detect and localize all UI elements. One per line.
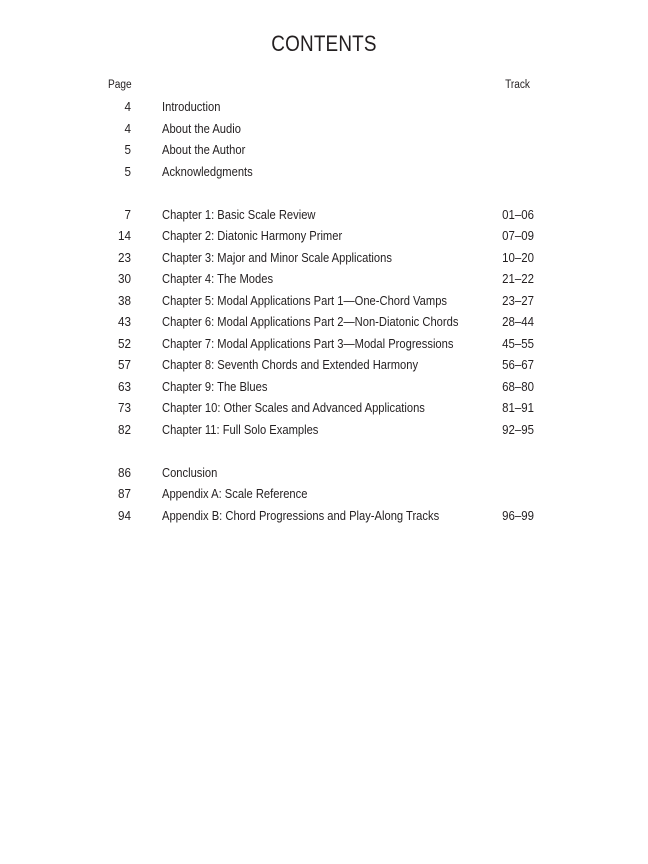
toc-entry[interactable] xyxy=(0,247,648,269)
entry-page-number: 38 xyxy=(117,292,131,308)
entry-title: Chapter 5: Modal Applications Part 1—One-Chord Vamps xyxy=(162,292,448,308)
entry-page-number: 23 xyxy=(117,249,131,265)
entry-title: Chapter 3: Major and Minor Scale Applications xyxy=(162,249,392,265)
entry-title: Appendix A: Scale Reference xyxy=(162,486,308,501)
toc-entry[interactable] xyxy=(0,161,648,183)
entry-title: Chapter 7: Modal Applications Part 3—Modal Progressions xyxy=(162,335,454,351)
entry-track-range: 45–55 xyxy=(502,335,534,351)
toc-section xyxy=(0,204,648,441)
entry-page-number: 4 xyxy=(124,99,131,114)
table-of-contents xyxy=(0,96,648,526)
toc-entry[interactable] xyxy=(0,311,648,333)
toc-entry[interactable] xyxy=(0,139,648,161)
entry-title: Acknowledgments xyxy=(162,163,253,179)
entry-track-range: 21–22 xyxy=(502,271,534,286)
toc-entry[interactable] xyxy=(0,290,648,312)
entry-page-number: 63 xyxy=(117,378,131,394)
toc-entry[interactable] xyxy=(0,96,648,118)
toc-entry[interactable] xyxy=(0,333,648,355)
toc-entry[interactable] xyxy=(0,376,648,398)
entry-title: Chapter 8: Seventh Chords and Extended Harmony xyxy=(162,357,419,372)
entry-page-number: 30 xyxy=(117,271,131,286)
track-column-header: Track xyxy=(505,79,530,91)
entry-track-range: 23–27 xyxy=(502,292,534,308)
entry-title: Conclusion xyxy=(162,464,218,480)
toc-entry[interactable] xyxy=(0,483,648,505)
toc-entry[interactable] xyxy=(0,268,648,290)
page-column-header: Page xyxy=(108,79,132,91)
entry-title: Chapter 2: Diatonic Harmony Primer xyxy=(162,228,343,243)
entry-page-number: 82 xyxy=(117,421,131,437)
entry-track-range: 56–67 xyxy=(502,357,534,372)
toc-entry[interactable] xyxy=(0,462,648,484)
entry-title: Chapter 10: Other Scales and Advanced Applications xyxy=(162,400,425,415)
toc-entry[interactable] xyxy=(0,397,648,419)
toc-section xyxy=(0,462,648,527)
entry-page-number: 5 xyxy=(124,142,131,157)
toc-entry[interactable] xyxy=(0,225,648,247)
entry-title: Chapter 4: The Modes xyxy=(162,271,274,286)
entry-title: Appendix B: Chord Progressions and Play-Along Tracks xyxy=(162,507,440,523)
entry-title: Introduction xyxy=(162,99,221,114)
page-title: CONTENTS xyxy=(271,31,377,56)
entry-title: Chapter 11: Full Solo Examples xyxy=(162,421,319,437)
entry-track-range: 10–20 xyxy=(502,249,534,265)
entry-track-range: 28–44 xyxy=(502,314,534,329)
entry-track-range: 81–91 xyxy=(502,400,534,415)
toc-entry[interactable] xyxy=(0,204,648,226)
entry-page-number: 86 xyxy=(117,464,131,480)
entry-page-number: 7 xyxy=(124,206,131,222)
entry-page-number: 87 xyxy=(117,486,131,501)
entry-page-number: 52 xyxy=(117,335,131,351)
entry-page-number: 14 xyxy=(117,228,131,243)
entry-title: Chapter 9: The Blues xyxy=(162,378,268,394)
entry-track-range: 01–06 xyxy=(502,206,534,222)
entry-title: About the Author xyxy=(162,142,246,157)
entry-track-range: 68–80 xyxy=(502,378,534,394)
entry-page-number: 73 xyxy=(117,400,131,415)
entry-page-number: 43 xyxy=(117,314,131,329)
entry-track-range: 92–95 xyxy=(502,421,534,437)
entry-title: Chapter 6: Modal Applications Part 2—Non-Diatonic Chords xyxy=(162,314,459,329)
entry-page-number: 57 xyxy=(117,357,131,372)
toc-section xyxy=(0,96,648,182)
toc-entry[interactable] xyxy=(0,505,648,527)
entry-track-range: 07–09 xyxy=(502,228,534,243)
toc-entry[interactable] xyxy=(0,419,648,441)
toc-entry[interactable] xyxy=(0,354,648,376)
entry-page-number: 4 xyxy=(124,120,131,136)
entry-track-range: 96–99 xyxy=(502,507,534,523)
entry-title: Chapter 1: Basic Scale Review xyxy=(162,206,316,222)
entry-page-number: 94 xyxy=(117,507,131,523)
entry-page-number: 5 xyxy=(124,163,131,179)
entry-title: About the Audio xyxy=(162,120,241,136)
toc-entry[interactable] xyxy=(0,118,648,140)
